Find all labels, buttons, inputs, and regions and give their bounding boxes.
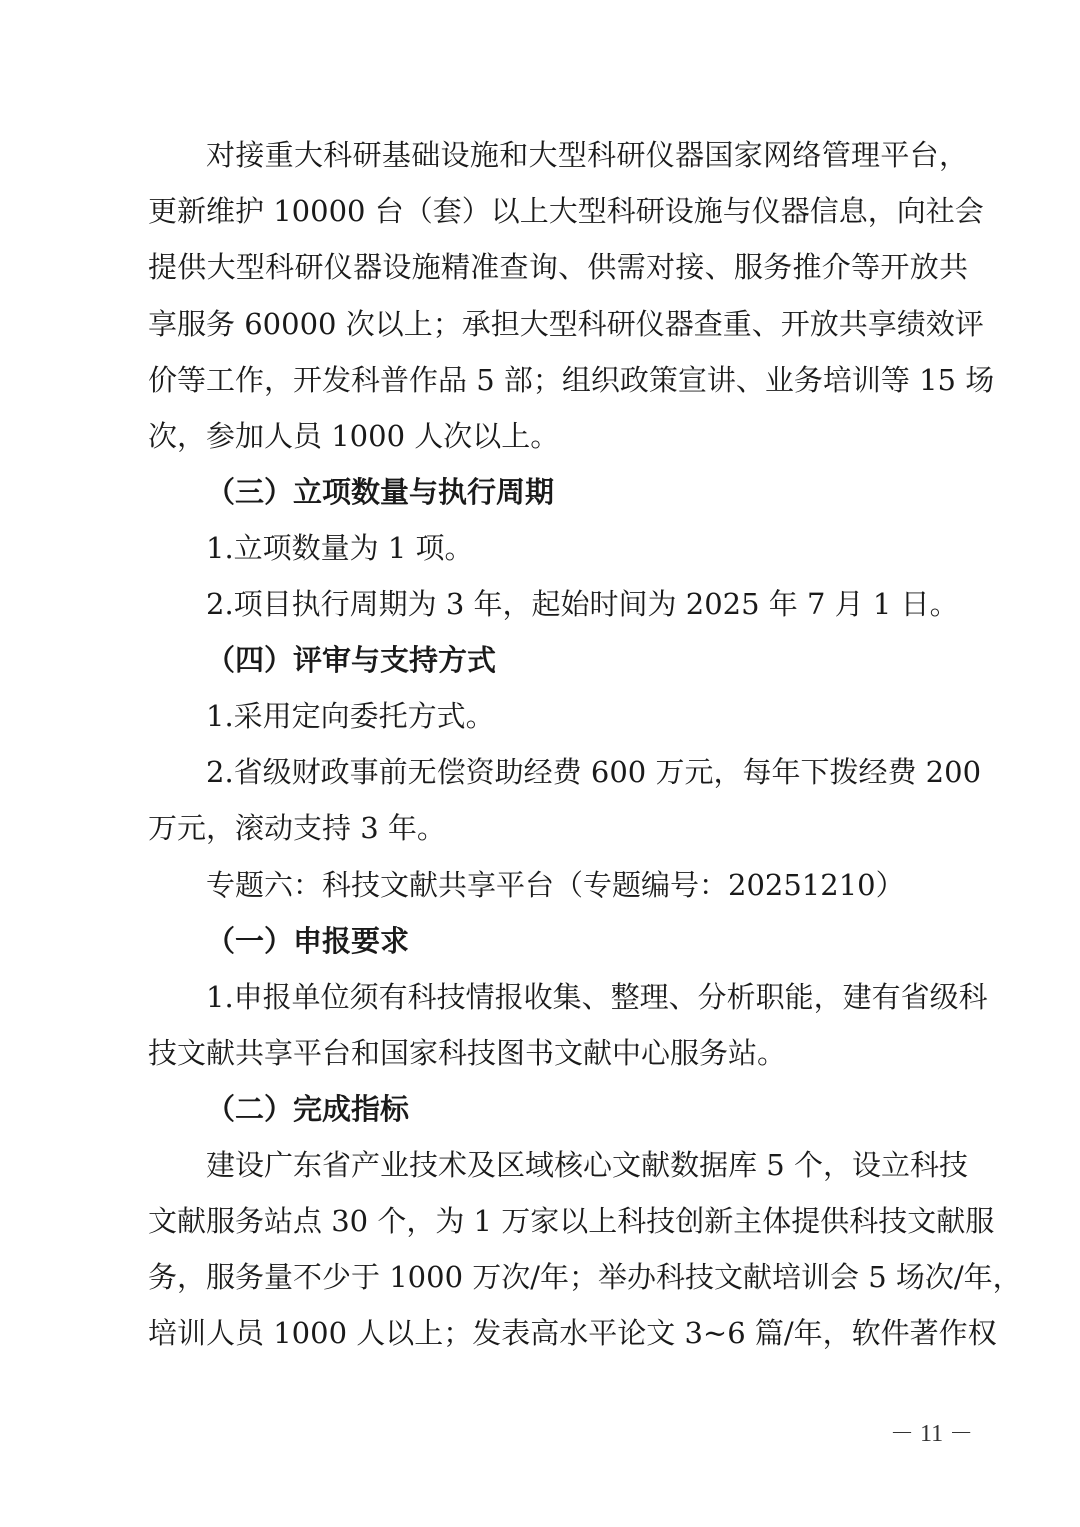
paragraph-line: 万元，滚动支持 3 年。 <box>148 811 446 845</box>
paragraph-line: 建设广东省产业技术及区域核心文献数据库 5 个，设立科技 <box>206 1148 968 1182</box>
paragraph-line: 提供大型科研仪器设施精准查询、供需对接、服务推介等开放共 <box>148 250 968 284</box>
paragraph-line: 对接重大科研基础设施和大型科研仪器国家网络管理平台， <box>206 138 968 172</box>
paragraph-line: 文献服务站点 30 个，为 1 万家以上科技创新主体提供科技文献服 <box>148 1204 995 1238</box>
paragraph-line: 价等工作，开发科普作品 5 部；组织政策宣讲、业务培训等 15 场 <box>148 363 995 397</box>
page-number: － 11 － <box>890 1421 974 1447</box>
list-item: 2.项目执行周期为 3 年，起始时间为 2025 年 7 月 1 日。 <box>206 587 959 621</box>
section-heading: （二）完成指标 <box>206 1092 410 1126</box>
paragraph-line: 次，参加人员 1000 人次以上。 <box>148 419 560 453</box>
list-item: 1.立项数量为 1 项。 <box>206 531 474 565</box>
paragraph-line: 务，服务量不少于 1000 万次/年；举办科技文献培训会 5 场次/年， <box>148 1260 1022 1294</box>
section-heading: （三）立项数量与执行周期 <box>206 475 555 509</box>
list-item: 2.省级财政事前无偿资助经费 600 万元，每年下拨经费 200 <box>206 755 982 789</box>
list-item: 1.申报单位须有科技情报收集、整理、分析职能，建有省级科 <box>206 980 988 1014</box>
topic-title: 专题六：科技文献共享平台（专题编号：20251210） <box>206 868 905 902</box>
paragraph-line: 技文献共享平台和国家科技图书文献中心服务站。 <box>148 1036 787 1070</box>
section-heading: （一）申报要求 <box>206 924 410 958</box>
section-heading: （四）评审与支持方式 <box>206 643 497 677</box>
paragraph-line: 享服务 60000 次以上；承担大型科研仪器查重、开放共享绩效评 <box>148 307 984 341</box>
paragraph-line: 培训人员 1000 人以上；发表高水平论文 3~6 篇/年，软件著作权 <box>148 1316 997 1350</box>
paragraph-line: 更新维护 10000 台（套）以上大型科研设施与仪器信息，向社会 <box>148 194 984 228</box>
list-item: 1.采用定向委托方式。 <box>206 699 495 733</box>
